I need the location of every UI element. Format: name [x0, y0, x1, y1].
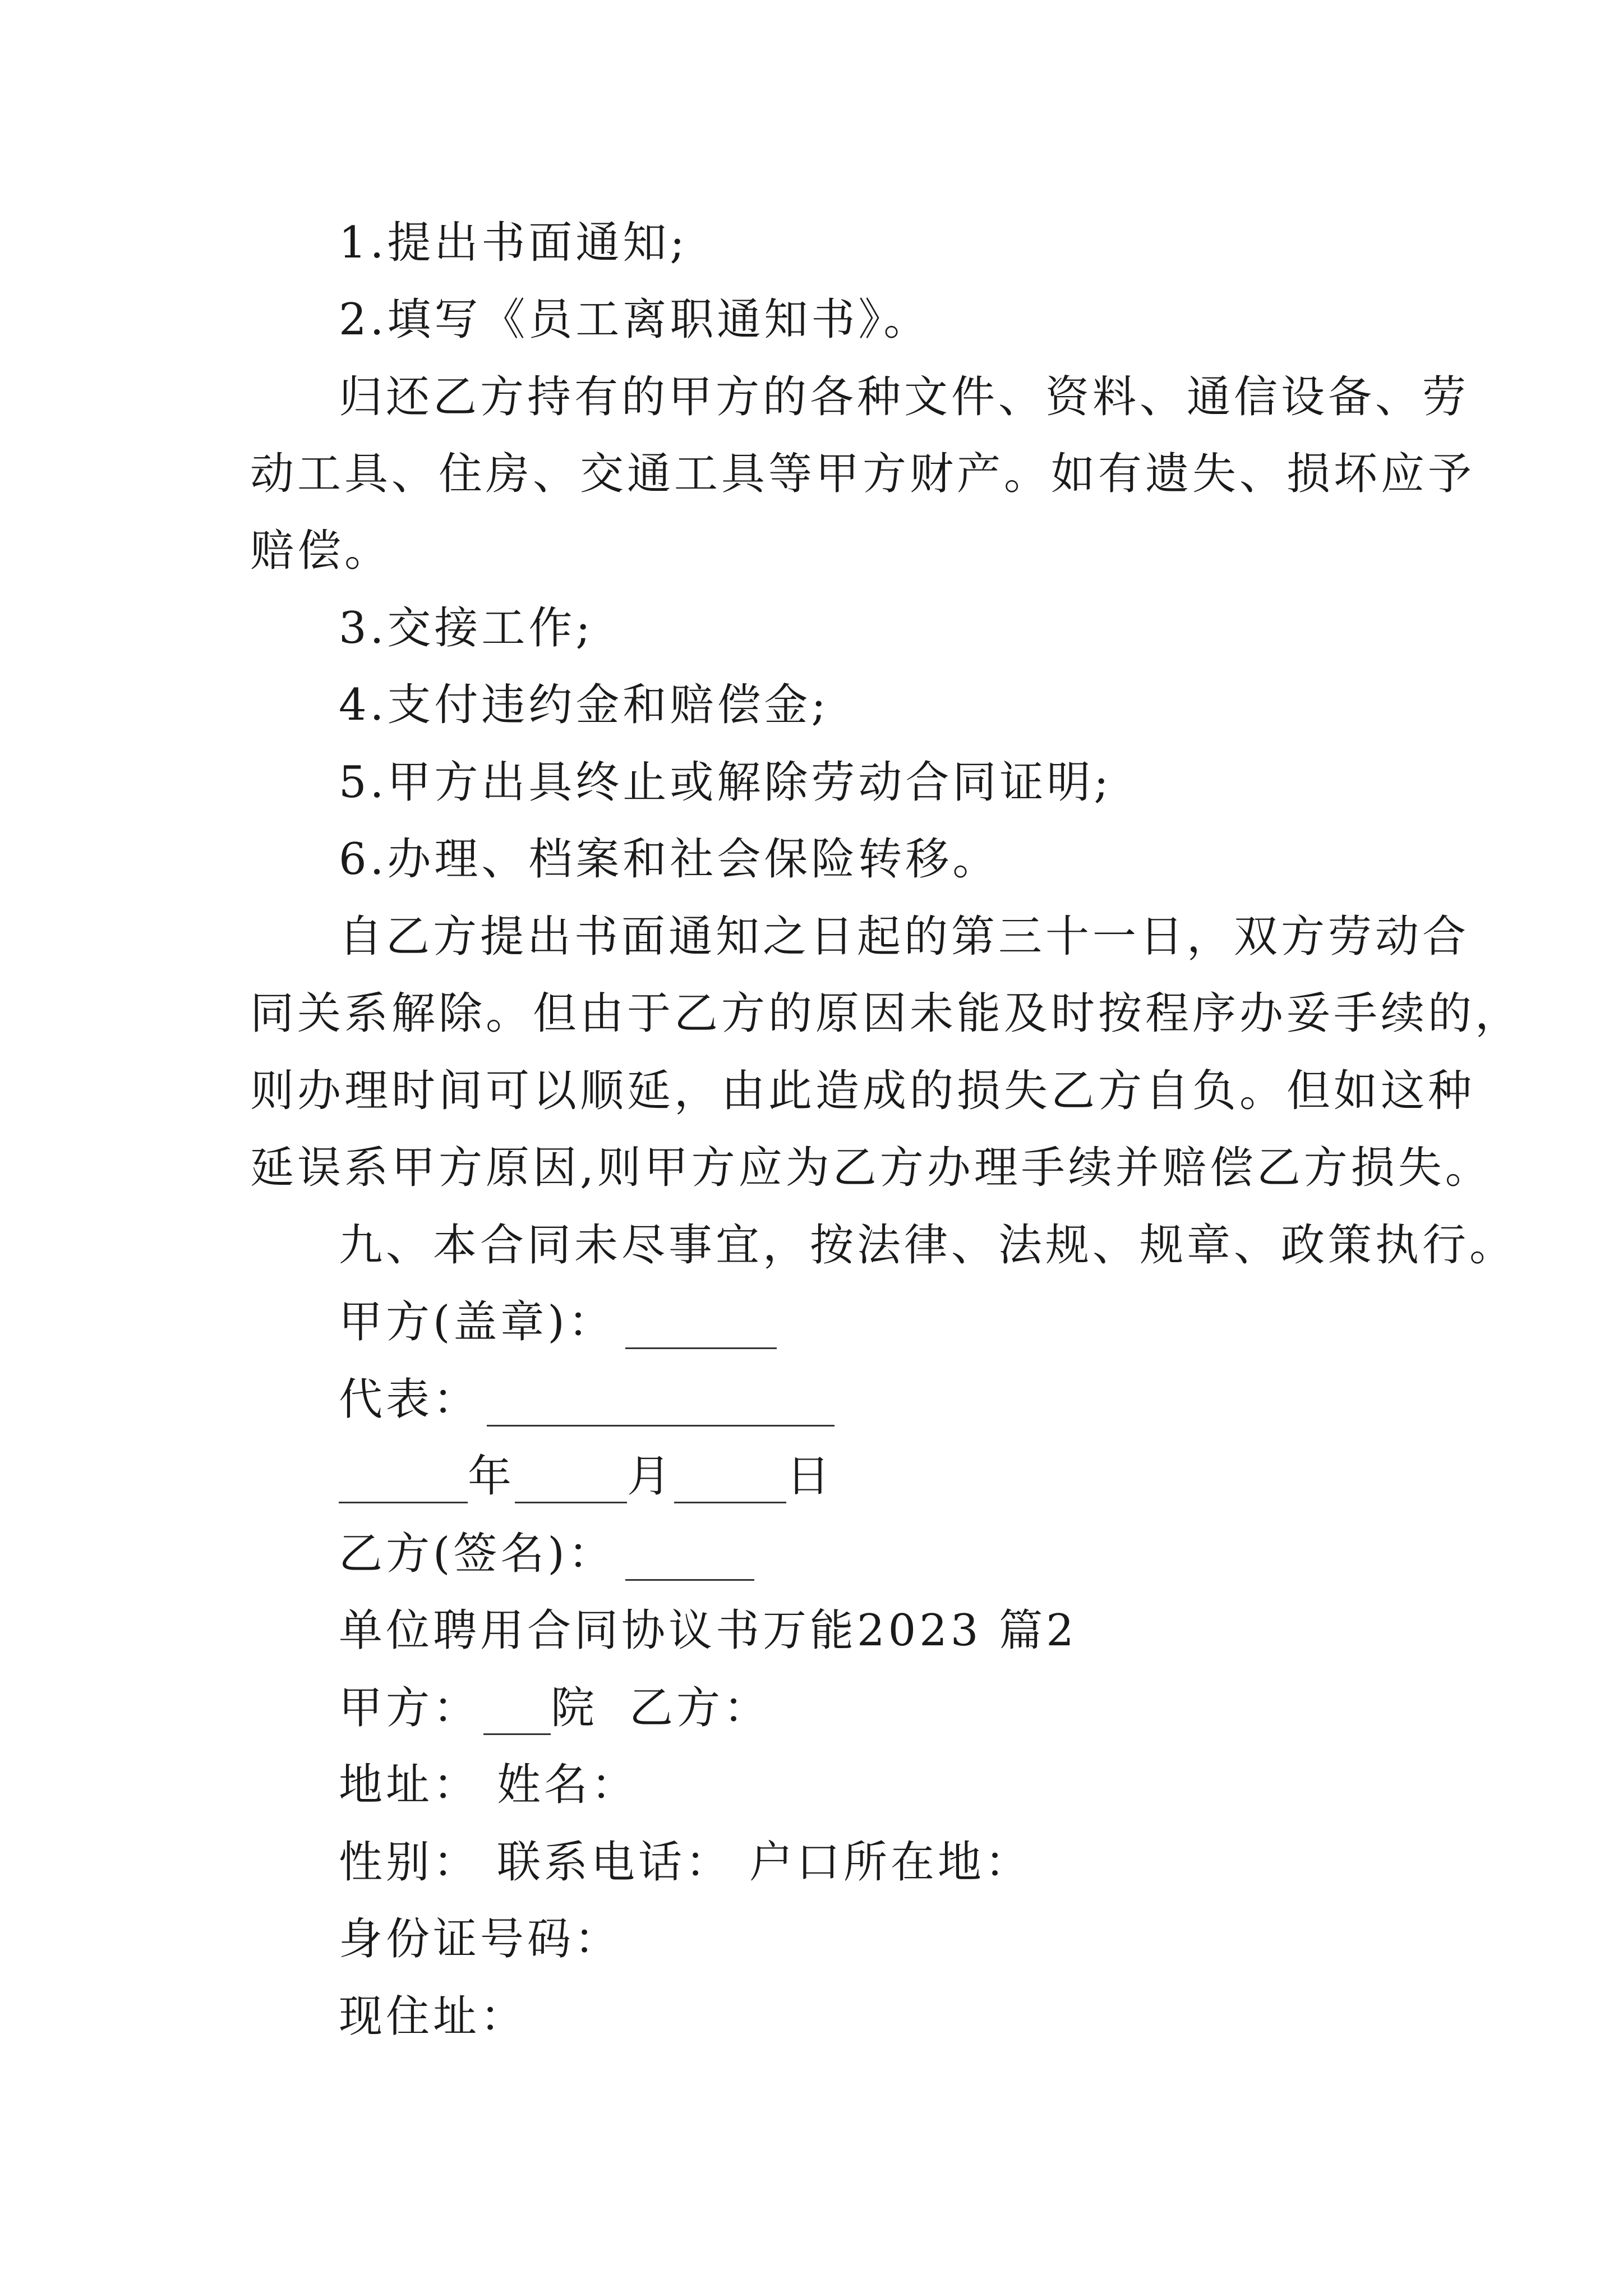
party-b-label: 乙方：: [629, 1683, 771, 1733]
address-line: [339, 1758, 638, 1812]
gender-line: [339, 1835, 1032, 1889]
paragraph-return-line-1: 归还乙方持有的甲方的各种文件、资料、通信设备、劳: [339, 372, 1470, 422]
paragraph-termination-line-3: 则办理时间可以顺延，由此造成的损失乙方自负。但如这种: [250, 1066, 1476, 1116]
party-a-blank[interactable]: [483, 1693, 551, 1735]
representative-blank[interactable]: [487, 1384, 834, 1427]
party-a-line: [339, 1681, 771, 1735]
hukou-label: 户口所在地：: [749, 1837, 1032, 1888]
list-item-3: 3.交接工作;: [339, 603, 594, 654]
paragraph-return-line-3: 赔偿。: [250, 526, 392, 576]
year-label: 年: [468, 1451, 515, 1502]
paragraph-termination-line-4: 延误系甲方原因,则甲方应为乙方办理手续并赔偿乙方损失。: [250, 1143, 1492, 1193]
id-number-label: 身份证号码：: [339, 1914, 622, 1964]
section-title: 单位聘用合同协议书万能2023 篇2: [339, 1605, 1077, 1656]
phone-label: 联系电话：: [497, 1837, 733, 1888]
date-line: [339, 1450, 833, 1503]
party-b-sign-label: 乙方(签名)：: [339, 1529, 615, 1579]
day-label: 日: [786, 1451, 834, 1502]
list-item-1: 1.提出书面通知;: [339, 218, 688, 268]
party-a-label: 甲方：: [339, 1683, 481, 1733]
address-label: 地址：: [339, 1760, 481, 1810]
representative-line: [339, 1373, 834, 1427]
representative-label: 代表：: [339, 1374, 481, 1425]
party-a-seal-blank[interactable]: [625, 1307, 777, 1349]
month-blank[interactable]: [515, 1461, 627, 1503]
list-item-4: 4.支付违约金和赔偿金;: [339, 680, 829, 730]
paragraph-termination-line-2: 同关系解除。但由于乙方的原因未能及时按程序办妥手续的，: [250, 988, 1523, 1039]
list-item-5: 5.甲方出具终止或解除劳动合同证明;: [339, 757, 1112, 808]
paragraph-return-line-2: 动工具、住房、交通工具等甲方财产。如有遗失、损坏应予: [250, 449, 1476, 499]
party-a-seal-label: 甲方(盖章)：: [339, 1297, 615, 1347]
party-b-sign-blank[interactable]: [625, 1539, 754, 1581]
clause-nine: 九、本合同未尽事宜，按法律、法规、规章、政策执行。: [339, 1220, 1517, 1271]
name-label: 姓名：: [497, 1760, 639, 1810]
party-a-suffix: 院: [551, 1683, 598, 1733]
gender-label: 性别：: [339, 1837, 481, 1888]
party-b-sign-line: [339, 1527, 754, 1581]
list-item-2: 2.填写《员工离职通知书》。: [339, 295, 931, 345]
list-item-6: 6.办理、档案和社会保险转移。: [339, 834, 1000, 885]
party-a-seal-line: [339, 1295, 777, 1349]
current-address-label: 现住址：: [339, 1991, 528, 2042]
paragraph-termination-line-1: 自乙方提出书面通知之日起的第三十一日，双方劳动合: [339, 912, 1470, 962]
month-label: 月: [627, 1451, 675, 1502]
year-blank[interactable]: [339, 1461, 468, 1503]
day-blank[interactable]: [674, 1461, 786, 1503]
